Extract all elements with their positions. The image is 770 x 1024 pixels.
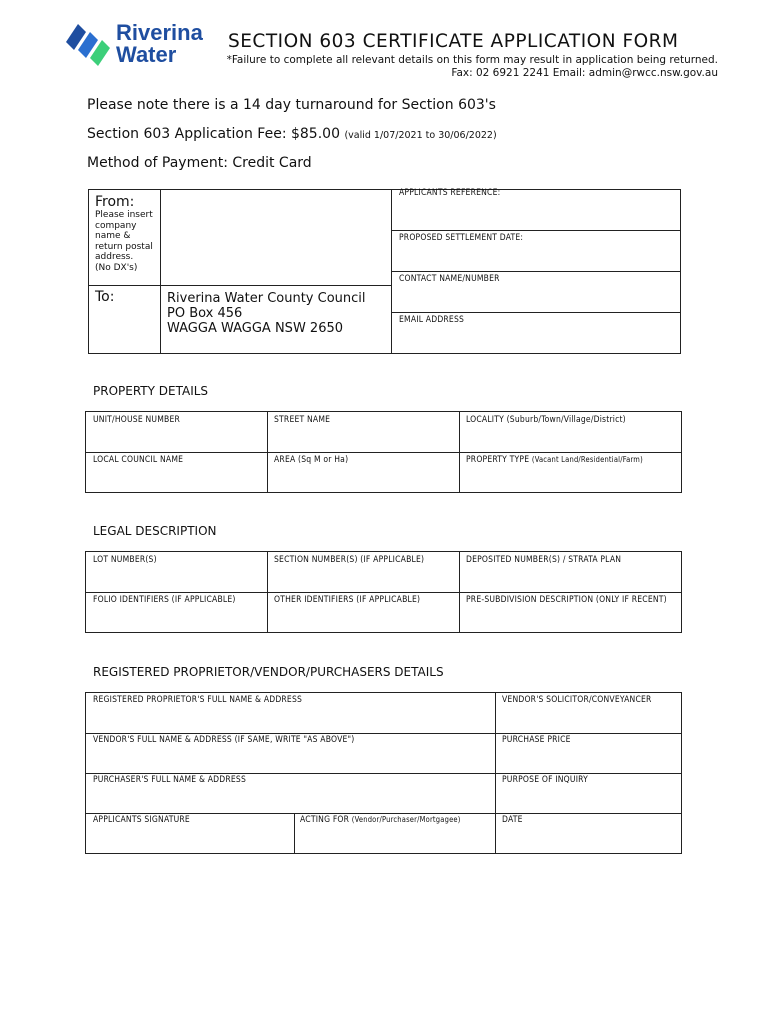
proprietor-table [85, 692, 682, 854]
registered-proprietor-label: REGISTERED PROPRIETOR'S FULL NAME & ADDRESS [93, 695, 303, 705]
failure-note: *Failure to complete all relevant details on this form may result in application being returned. [226, 54, 718, 66]
purchase-price-label: PURCHASE PRICE [502, 735, 571, 745]
logo-text [116, 22, 203, 66]
vendor-name-label: VENDOR'S FULL NAME & ADDRESS (IF SAME, WRITE "AS ABOVE") [93, 735, 355, 745]
fee-text: Section 603 Application Fee: $85.00 [87, 126, 340, 142]
pre-subdivision-label: PRE-SUBDIVISION DESCRIPTION (ONLY IF RECENT) [466, 595, 667, 605]
deposited-number-label: DEPOSITED NUMBER(S) / STRATA PLAN [466, 555, 622, 565]
lot-number-label: LOT NUMBER(S) [93, 555, 157, 565]
acting-for-note: (Vendor/Purchaser/Mortgagee) [351, 815, 461, 824]
locality-label: LOCALITY (Suburb/Town/Village/District) [466, 415, 626, 425]
acting-for-label [300, 815, 461, 825]
applicants-reference-label: APPLICANTS REFERENCE: [399, 188, 501, 198]
address-block [88, 189, 681, 354]
legal-heading: LEGAL DESCRIPTION [93, 524, 217, 538]
from-heading: From: [95, 194, 135, 210]
folio-identifiers-label: FOLIO IDENTIFIERS (IF APPLICABLE) [93, 595, 236, 605]
proprietor-heading: REGISTERED PROPRIETOR/VENDOR/PURCHASERS DETAILS [93, 665, 444, 679]
signature-label: APPLICANTS SIGNATURE [93, 815, 190, 825]
other-identifiers-label: OTHER IDENTIFIERS (IF APPLICABLE) [274, 595, 421, 605]
street-name-label: STREET NAME [274, 415, 331, 425]
from-instruction-line: name & [95, 231, 131, 241]
property-heading: PROPERTY DETAILS [93, 384, 209, 398]
from-instruction-line: return postal [95, 241, 153, 252]
logo-line-1: Riverina [116, 20, 203, 45]
to-address [167, 291, 366, 336]
purpose-label: PURPOSE OF INQUIRY [502, 775, 588, 785]
date-label: DATE [502, 815, 523, 825]
riverina-water-logo [64, 20, 214, 70]
unit-number-label: UNIT/HOUSE NUMBER [93, 415, 181, 425]
to-heading [95, 289, 114, 305]
purchaser-name-label: PURCHASER'S FULL NAME & ADDRESS [93, 775, 247, 785]
from-instruction-line: company [95, 220, 137, 231]
property-table [85, 411, 682, 493]
solicitor-label: VENDOR'S SOLICITOR/CONVEYANCER [502, 695, 652, 705]
form-title: SECTION 603 CERTIFICATE APPLICATION FORM [228, 31, 679, 52]
acting-for-text: ACTING FOR [300, 815, 350, 825]
from-cell [95, 194, 159, 273]
header-note [227, 54, 718, 80]
property-type-note: (Vacant Land/Residential/Farm) [531, 455, 643, 464]
property-type-text: PROPERTY TYPE [466, 455, 530, 465]
area-label: AREA (Sq M or Ha) [274, 455, 349, 465]
from-instruction-line: Please insert [95, 210, 153, 220]
from-instructions [95, 210, 159, 273]
from-instruction-line: (No DX's) [95, 262, 138, 273]
from-address-field[interactable] [161, 191, 390, 284]
to-address-line: PO Box 456 [167, 306, 243, 321]
logo-line-2: Water [116, 42, 177, 67]
council-name-label: LOCAL COUNCIL NAME [93, 455, 184, 465]
payment-method: Method of Payment: Credit Card [87, 155, 312, 171]
legal-table [85, 551, 682, 633]
to-address-line: Riverina Water County Council [167, 291, 366, 306]
from-instruction-line: address. [95, 252, 134, 262]
turnaround-note: Please note there is a 14 day turnaround for Section 603's [87, 97, 496, 113]
fee-validity: (valid 1/07/2021 to 30/06/2022) [344, 130, 497, 141]
logo-mark-icon [64, 20, 114, 66]
email-label: EMAIL ADDRESS [399, 315, 465, 325]
to-address-line: WAGGA WAGGA NSW 2650 [167, 321, 344, 336]
to-label: To: [95, 289, 115, 305]
fee-line [87, 126, 497, 142]
section-number-label: SECTION NUMBER(S) (IF APPLICABLE) [274, 555, 425, 565]
contact-info: Fax: 02 6921 2241 Email: admin@rwcc.nsw.gov.au [451, 67, 718, 79]
settlement-date-label: PROPOSED SETTLEMENT DATE: [399, 233, 524, 243]
contact-label: CONTACT NAME/NUMBER [399, 274, 500, 284]
property-type-label [466, 455, 643, 465]
